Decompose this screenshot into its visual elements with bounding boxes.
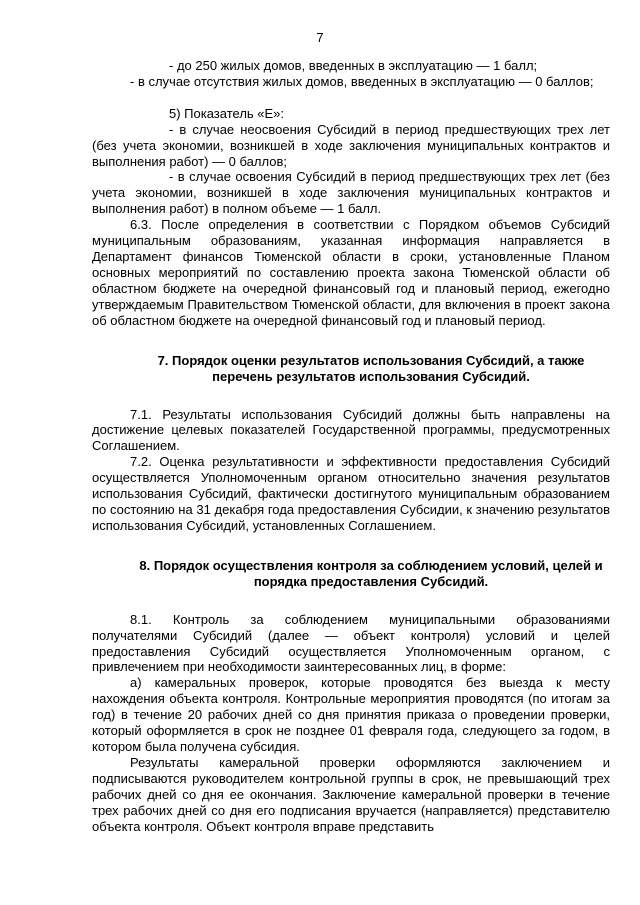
paragraph-results: Результаты камеральной проверки оформляются заключением и подписываются руководителем контрольной группы в срок, не превышающий трех рабочих дней со дня ее окончания. Заключение камеральной проверки в течение трех рабочих дней со дня его подписания вручается (направляется) представителю объекта контроля. Объект контроля вправе представить [92,754,610,834]
indicator-e-item: - в случае неосвоения Субсидий в период предшествующих трех лет (без учета экономии, возникшей в ходе заключения муниципальных контрактов и выполнения работ) — 0 баллов; [92,121,610,169]
paragraph-8-1-a: а) камеральных проверок, которые проводятся без выезда к месту нахождения объекта контроля. Контрольные мероприятия проводятся (по итогам за год) в течение 20 рабочих дней со дня принятия приказа о проведении проверки, который оформляется в срок не позднее 01 февраля года, следующего за годом, в котором была получена субсидия. [92,675,610,754]
paragraph-6-3: 6.3. После определения в соответствии с Порядком объемов Субсидий муниципальным образованиям, указанная информация направляется в Департамент финансов Тюменской области в сроки, установленные Планом основных мероприятий по составлению проекта закона Тюменской области об областном бюджете на очередной финансовый год и плановый период, ежегодно утверждаемым Правительством Тюменской области, для включения в проект закона об областном бюджете на очередной финансовый год и плановый период. [92,217,610,328]
paragraph-7-2: 7.2. Оценка результативности и эффективности предоставления Субсидий осуществляется Уполномоченным органом относительно значения результатов использования Субсидий, фактически достигнутого муниципальным образованием по состоянию на 31 декабря года предоставления Субсидии, к значению результатов использования Субсидий, установленных Соглашением. [92,454,610,533]
section-8-heading: 8. Порядок осуществления контроля за соблюдением условий, целей и порядка предоставления Субсидий. [139,557,603,589]
paragraph-7-1: 7.1. Результаты использования Субсидий должны быть направлены на достижение целевых показателей Государственной программы, предусмотренных Соглашением. [92,406,610,454]
list-item-dash: - в случае отсутствия жилых домов, введенных в эксплуатацию — 0 баллов; [130,73,594,89]
document-body [92,58,610,834]
list-item-dash: - до 250 жилых домов, введенных в эксплуатацию — 1 балл; [169,58,538,73]
page-number: 7 [316,30,324,45]
section-7-heading: 7. Порядок оценки результатов использования Субсидий, а также перечень результатов использования Субсидий. [157,352,585,384]
indicator-e-title: 5) Показатель «E»: [169,105,285,121]
indicator-e-item: - в случае освоения Субсидий в период предшествующих трех лет (без учета экономии, возникшей в ходе заключения муниципальных контрактов и выполнения работ) в полном объеме — 1 балл. [92,169,610,217]
paragraph-8-1: 8.1. Контроль за соблюдением муниципальными образованиями получателями Субсидий (далее — объект контроля) условий и целей предоставления Субсидий осуществляется Уполномоченным органом, с привлечением при необходимости заинтересованных лиц, в форме: [92,611,610,675]
